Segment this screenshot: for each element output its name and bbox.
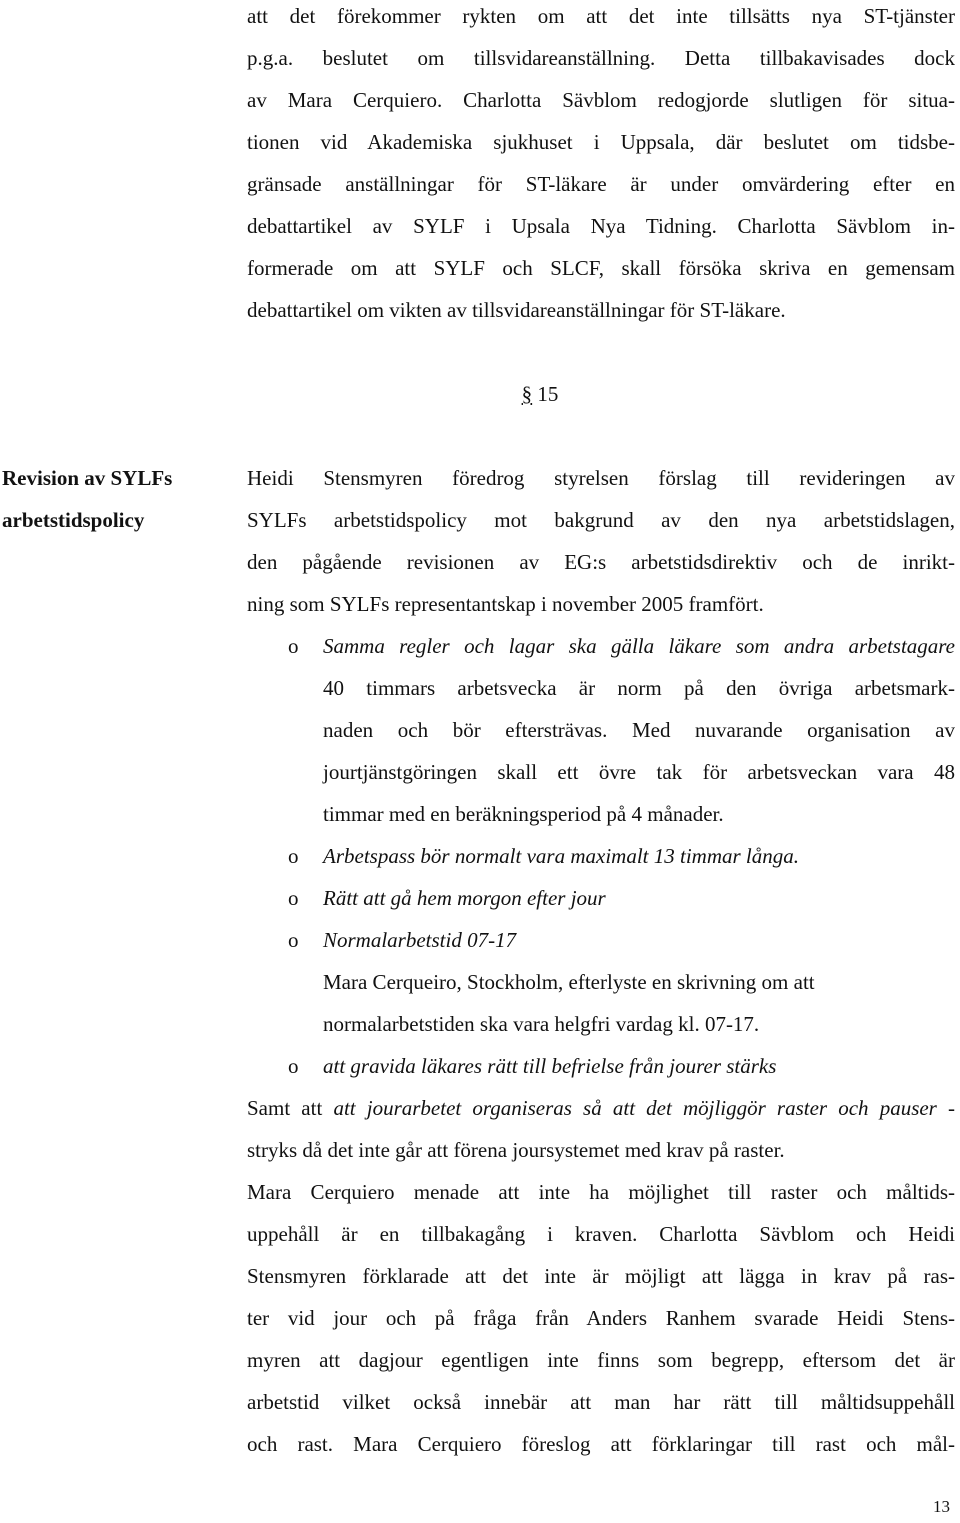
side-title-line: Revision av SYLFs xyxy=(2,466,173,490)
text-line: ter vid jour och på fråga från Anders Ranhem svarade Heidi Stens- xyxy=(247,1306,955,1330)
paragraph-sign: § xyxy=(521,382,533,406)
text-line: gränsade anställningar för ST-läkare är under omvärdering efter en xyxy=(247,172,955,196)
bullet-italic-text: Normalarbetstid 07-17 xyxy=(323,928,517,952)
bullet-marker: o xyxy=(288,886,299,910)
text-line: Heidi Stensmyren föredrog styrelsen förslag till revideringen av xyxy=(247,466,955,490)
text-line: timmar med en beräkningsperiod på 4 månader. xyxy=(323,802,724,826)
text-line: tionen vid Akademiska sjukhuset i Uppsala, där beslutet om tidsbe- xyxy=(247,130,955,154)
text-line: av Mara Cerquiero. Charlotta Sävblom redogjorde slutligen för situa- xyxy=(247,88,955,112)
bullet-italic-text: Arbetspass bör normalt vara maximalt 13 timmar långa. xyxy=(323,844,800,868)
page-number: 13 xyxy=(933,1497,950,1516)
samt-line xyxy=(247,1094,955,1122)
section-number: 15 xyxy=(537,382,559,406)
text-line: debattartikel om vikten av tillsvidareanställningar för ST-läkare. xyxy=(247,298,786,322)
text-line: myren att dagjour egentligen inte finns som begrepp, eftersom det är xyxy=(247,1348,955,1372)
text-line: normalarbetstiden ska vara helgfri vardag kl. 07-17. xyxy=(323,1012,760,1036)
bullet-marker: o xyxy=(288,928,299,952)
samt-prefix: Samt att xyxy=(247,1096,323,1120)
samt-italic: att jourarbetet organiseras så att det möjliggör raster och pauser xyxy=(333,1096,937,1120)
text-line: den pågående revisionen av EG:s arbetstidsdirektiv och de inrikt- xyxy=(247,550,955,574)
text-line: Mara Cerquiero menade att inte ha möjlighet till raster och måltids- xyxy=(247,1180,955,1204)
text-line: Mara Cerqueiro, Stockholm, efterlyste en skrivning om att xyxy=(323,970,815,994)
text-line: debattartikel av SYLF i Upsala Nya Tidning. Charlotta Sävblom in- xyxy=(247,214,955,238)
text-line: SYLFs arbetstidspolicy mot bakgrund av den nya arbetstidslagen, xyxy=(247,508,955,532)
bullet-italic-text: att gravida läkares rätt till befrielse från jourer stärks xyxy=(323,1054,777,1078)
text-line: 40 timmars arbetsvecka är norm på den övriga arbetsmark- xyxy=(323,676,955,700)
bullet-marker: o xyxy=(288,1054,299,1078)
text-line: ning som SYLFs representantskap i november 2005 framfört. xyxy=(247,592,764,616)
bullet-marker: o xyxy=(288,844,299,868)
text-line: Stensmyren förklarade att det inte är möjligt att lägga in krav på ras- xyxy=(247,1264,955,1288)
text-line: och rast. Mara Cerquiero föreslog att förklaringar till rast och mål- xyxy=(247,1432,955,1456)
bullet-marker: o xyxy=(288,634,299,658)
text-line: stryks då det inte går att förena joursystemet med krav på raster. xyxy=(247,1138,785,1162)
bullet-italic-text: Rätt att gå hem morgon efter jour xyxy=(323,886,606,910)
section-heading xyxy=(0,380,960,408)
text-line: att det förekommer rykten om att det inte tillsätts nya ST-tjänster xyxy=(247,4,955,28)
bullet-italic-text: Samma regler och lagar ska gälla läkare som andra arbetstagare xyxy=(323,634,955,658)
text-line: p.g.a. beslutet om tillsvidareanställning. Detta tillbakavisades dock xyxy=(247,46,955,70)
text-line: uppehåll är en tillbakagång i kraven. Charlotta Sävblom och Heidi xyxy=(247,1222,955,1246)
text-line: jourtjänstgöringen skall ett övre tak för arbetsveckan vara 48 xyxy=(323,760,955,784)
samt-dash: - xyxy=(948,1096,955,1120)
text-line: formerade om att SYLF och SLCF, skall försöka skriva en gemensam xyxy=(247,256,955,280)
text-line: arbetstid vilket också innebär att man har rätt till måltidsuppehåll xyxy=(247,1390,955,1414)
side-title-line: arbetstidspolicy xyxy=(2,508,145,532)
text-line: naden och bör eftersträvas. Med nuvarande organisation av xyxy=(323,718,955,742)
